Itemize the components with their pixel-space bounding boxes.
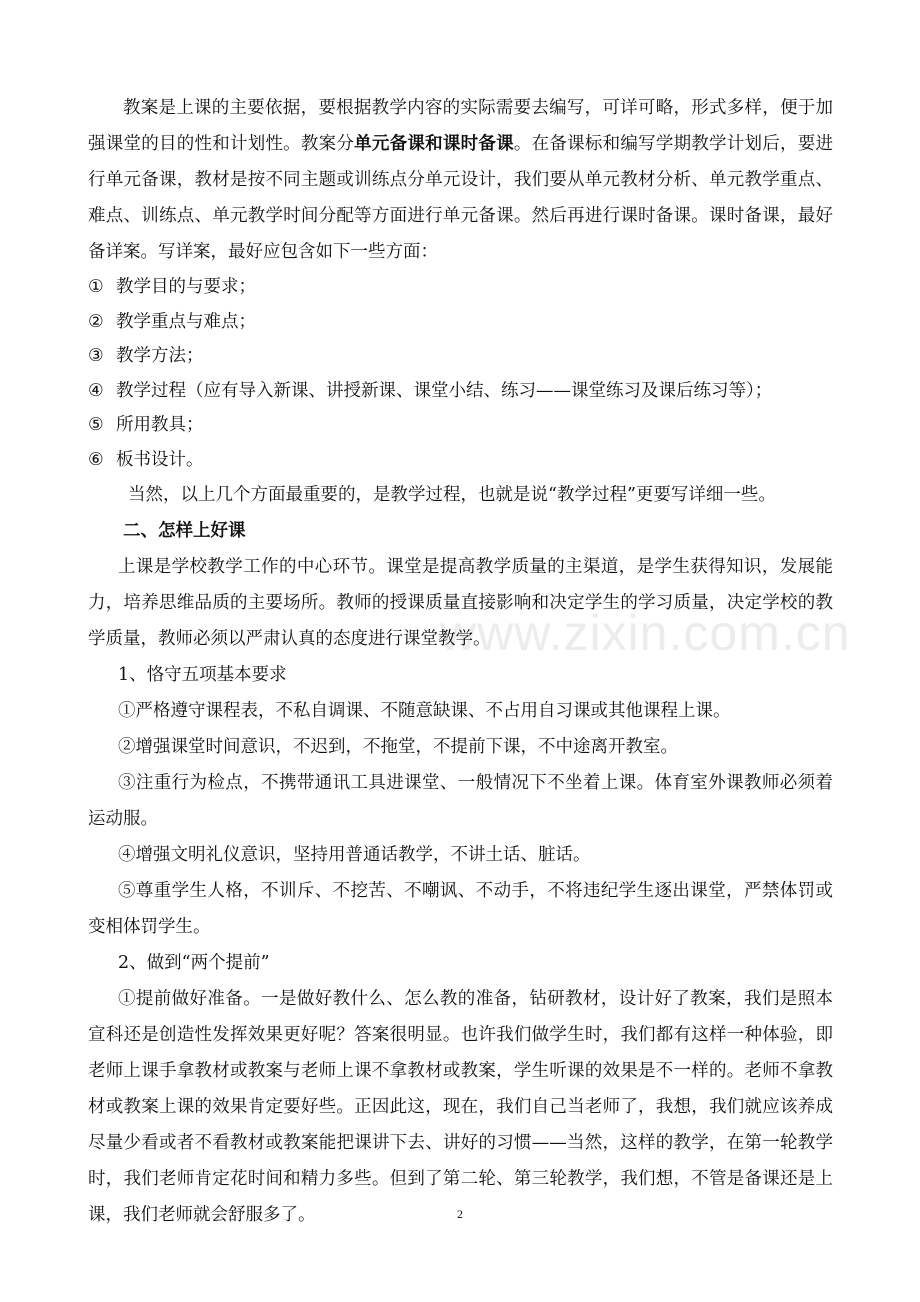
requirement-item: ③注重行为检点，不携带通讯工具进课堂、一般情况下不坐着上课。体育室外课教师必须着运动服。 (88, 773, 833, 829)
subheading-requirements: 1、恪守五项基本要求 (118, 665, 287, 685)
item-text: 教学方法； (116, 346, 204, 366)
requirement-item: ④增强文明礼仪意识，坚持用普通话教学，不讲土话、脏话。 (118, 845, 591, 865)
item-marker: ① (88, 277, 104, 297)
item-marker: ④ (88, 380, 104, 401)
list-item (88, 270, 833, 305)
paragraph-text: 。在备课标和编写学期教学计划后，要进行单元备课，教材是按不同主题或训练点分单元设计，我们要从单元教材分析、单元教学重点、难点、训练点、单元教学时间分配等方面进行单元备课。然后再进行课时备课。课时备课，最好备详案。写详案，最好应包含如下一些方面： (88, 134, 834, 262)
paragraph-text: 教案是上课的主要依据，要根据教学内容的实际需要去编写，可详可略，形式多样，便于加强课堂的目的性和计划性。教案分 (88, 98, 833, 154)
item-text: 板书设计。 (116, 449, 204, 470)
list-item (88, 305, 833, 340)
page-number: 2 (457, 1207, 463, 1221)
paragraph-class-teaching: 上课是学校教学工作的中心环节。课堂是提高教学质量的主渠道，是学生获得知识，发展能力，培养思维品质的主要场所。教师的授课质量直接影响和决定学生的学习质量，决定学校的教学质量，教师必须以严肃认真的态度进行课堂教学。 (88, 557, 833, 649)
requirement-item: ⑤尊重学生人格，不训斥、不挖苦、不嘲讽、不动手，不将违纪学生逐出课堂，严禁体罚或变相体罚学生。 (88, 881, 833, 937)
lesson-plan-items (88, 270, 833, 477)
list-item (88, 374, 833, 409)
item-text: 所用教具； (116, 415, 204, 435)
list-item (88, 443, 833, 478)
item-text: 教学重点与难点； (116, 311, 256, 332)
subheading-two-advances: 2、做到“两个提前” (118, 953, 270, 973)
item-marker: ③ (88, 346, 104, 366)
bold-phrase: 单元备课和课时备课 (354, 134, 514, 154)
document-body (88, 90, 833, 1233)
list-item (88, 408, 833, 443)
item-text: 教学过程（应有导入新课、讲授新课、课堂小结、练习——课堂练习及课后练习等）； (116, 380, 773, 401)
section-heading: 二、怎样上好课 (123, 521, 246, 541)
list-item (88, 339, 833, 374)
item-marker: ② (88, 311, 104, 332)
requirement-item: ①严格遵守课程表，不私自调课、不随意缺课、不占用自习课或其他课程上课。 (118, 701, 731, 721)
paragraph-lesson-plan (88, 90, 833, 270)
paragraph-preparation: ①提前做好准备。一是做好教什么、怎么教的准备，钻研教材，设计好了教案，我们是照本宣科还是创造性发挥效果更好呢？答案很明显。也许我们做学生时，我们都有这样一种体验，即老师上课手拿教材或教案与老师上课不拿教材或教案，学生听课的效果是不一样的。老师不拿教材或教案上课的效果肯定要好些。正因此这，现在，我们自己当老师了，我想，我们就应该养成尽量少看或者不看教材或教案能把课讲下去、讲好的习惯——当然，这样的教学，在第一轮教学时，我们老师肯定花时间和精力多些。但到了第二轮、第三轮教学，我们想，不管是备课还是上课，我们老师就会舒服多了。 (88, 989, 833, 1225)
item-text: 教学目的与要求； (116, 277, 256, 297)
requirement-item: ②增强课堂时间意识，不迟到，不拖堂，不提前下课，不中途离开教室。 (118, 737, 678, 757)
watermark: www.zixin.com.cn (440, 605, 851, 661)
item-marker: ⑥ (88, 449, 104, 470)
item-marker: ⑤ (88, 415, 104, 435)
paragraph-summary: 当然，以上几个方面最重要的，是教学过程，也就是说“教学过程”更要写详细一些。 (128, 485, 776, 505)
